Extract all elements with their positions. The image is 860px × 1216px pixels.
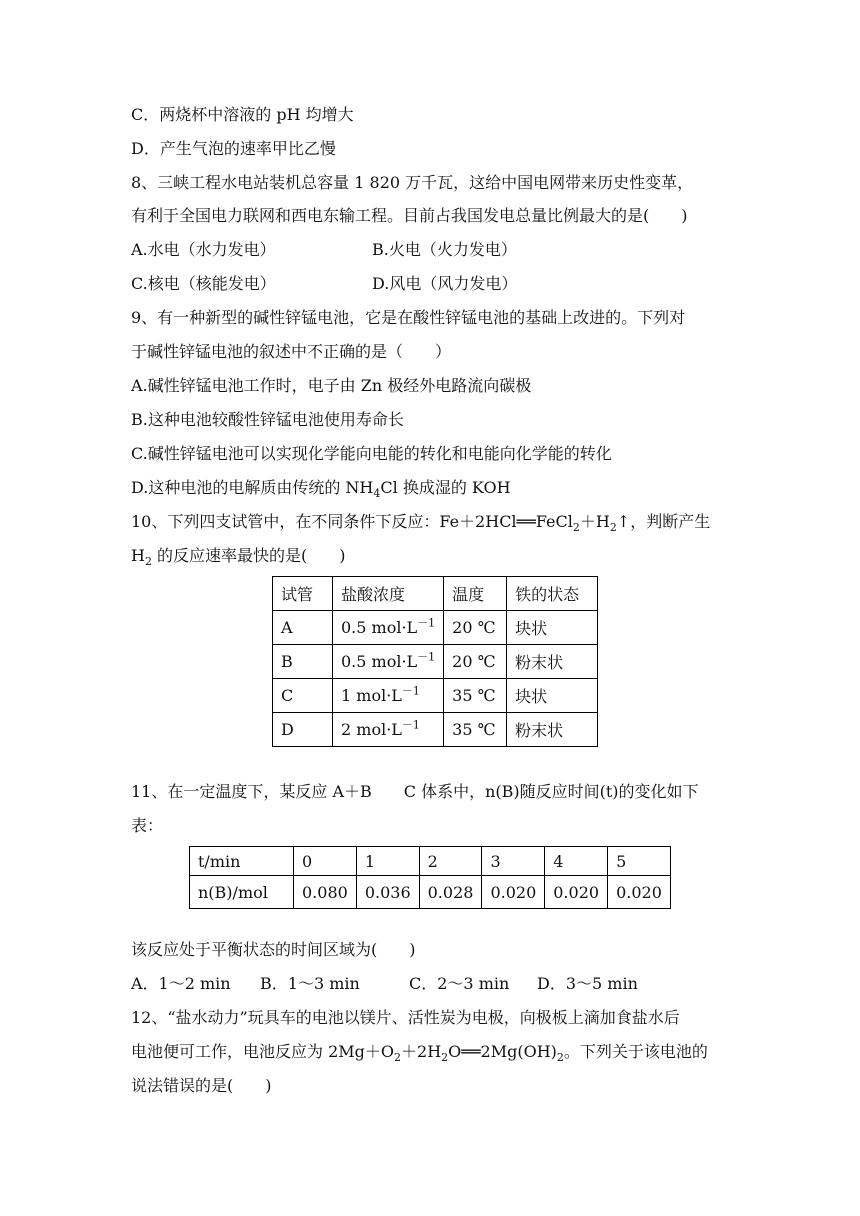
q7-option-c: C．两烧杯中溶液的 pH 均增大 [131,105,354,124]
table-cell: t/min [190,847,294,876]
table-cell: n(B)/mol [190,876,294,909]
q11-table [189,846,671,909]
table-cell: 1 $mol\cdot L^{-1}$ [333,679,444,713]
q9-option-d: D.这种电池的电解质由传统的 $NH_4Cl$ 换成湿的 KOH [131,478,511,501]
table-cell: 20 ℃ [444,611,507,645]
table-cell: 0 [294,847,357,876]
table-row [273,679,598,713]
q11-question: 该反应处于平衡状态的时间区域为( ) [131,940,416,959]
table-cell: 粉末状 [507,645,598,679]
q10-stem-line2: $H_2$ 的反应速率最快的是( ) [131,546,346,569]
q11-option-a: A．1～2 min [131,974,231,993]
q9-option-a: A.碱性锌锰电池工作时，电子由 Zn 极经外电路流向碳极 [131,376,532,395]
table-cell: B [273,645,333,679]
table-row [190,876,671,909]
table-cell: 2 $mol\cdot L^{-1}$ [333,713,444,747]
q8-stem-line1: 8、三峡工程水电站装机总容量 1 820 万千瓦，这给中国电网带来历史性变革， [131,173,694,192]
table-header-cell: 铁的状态 [507,577,598,611]
q8-option-a: A.水电（水力发电） [131,240,276,259]
table-cell: 块状 [507,679,598,713]
q9-stem-line1: 9、有一种新型的碱性锌锰电池，它是在酸性锌锰电池的基础上改进的。下列对 [131,308,686,327]
table-cell: 5 [608,847,671,876]
table-row [190,847,671,876]
q8-option-c: C.核电（核能发电） [131,274,276,293]
table-header-cell: 试管 [273,577,333,611]
table-cell: 0.080 [294,876,357,909]
q11-stem-line2: 表： [131,816,164,835]
table-cell: 0.020 [608,876,671,909]
table-cell: 20 ℃ [444,645,507,679]
table-cell: 1 [356,847,419,876]
q10-table [272,576,598,747]
table-row [273,645,598,679]
q8-option-d: D.风电（风力发电） [372,274,518,293]
table-cell: D [273,713,333,747]
table-header-row [273,577,598,611]
table-header-cell: 盐酸浓度 [333,577,444,611]
q9-option-b: B.这种电池较酸性锌锰电池使用寿命长 [131,410,404,429]
q12-stem-line3: 说法错误的是( ) [131,1076,272,1095]
table-cell: 0.020 [482,876,545,909]
q8-stem-line2: 有利于全国电力联网和西电东输工程。目前占我国发电总量比例最大的是( ) [131,206,688,225]
q11-stem-line1: 11、在一定温度下，某反应 A＋B C 体系中，n(B)随反应时间(t)的变化如下 [131,782,699,801]
table-cell: 0.020 [545,876,608,909]
table-cell: 35 ℃ [444,713,507,747]
q12-stem-line1: 12、“盐水动力”玩具车的电池以镁片、活性炭为电极，向极板上滴加食盐水后 [131,1008,680,1027]
table-row [273,713,598,747]
q12-stem-line2: 电池便可工作，电池反应为 $2Mg+O_2+2H_2O══2Mg(OH)_2$。下列关于该电池的 [131,1042,708,1065]
q10-stem-line1: 10、下列四支试管中，在不同条件下反应：$Fe+2HCl══FeCl_2+H_2↑$，判断产生 [131,512,711,535]
q8-option-b: B.火电（火力发电） [372,240,517,259]
table-header-cell: 温度 [444,577,507,611]
table-cell: 0.028 [419,876,482,909]
table-row [273,611,598,645]
table-cell: 0.5 $mol\cdot L^{-1}$ [333,611,444,645]
q11-option-d: D．3～5 min [537,974,638,993]
q7-option-d: D．产生气泡的速率甲比乙慢 [131,139,336,158]
table-cell: C [273,679,333,713]
table-cell: A [273,611,333,645]
table-cell: 0.5 $mol\cdot L^{-1}$ [333,645,444,679]
q11-option-b: B．1～3 min [260,974,360,993]
table-cell: 2 [419,847,482,876]
table-cell: 3 [482,847,545,876]
table-cell: 0.036 [356,876,419,909]
q9-option-c: C.碱性锌锰电池可以实现化学能向电能的转化和电能向化学能的转化 [131,444,612,463]
table-cell: 35 ℃ [444,679,507,713]
table-cell: 粉末状 [507,713,598,747]
q11-option-c: C．2～3 min [409,974,510,993]
table-cell: 4 [545,847,608,876]
table-cell: 块状 [507,611,598,645]
q9-stem-line2: 于碱性锌锰电池的叙述中不正确的是（ ） [131,342,452,361]
